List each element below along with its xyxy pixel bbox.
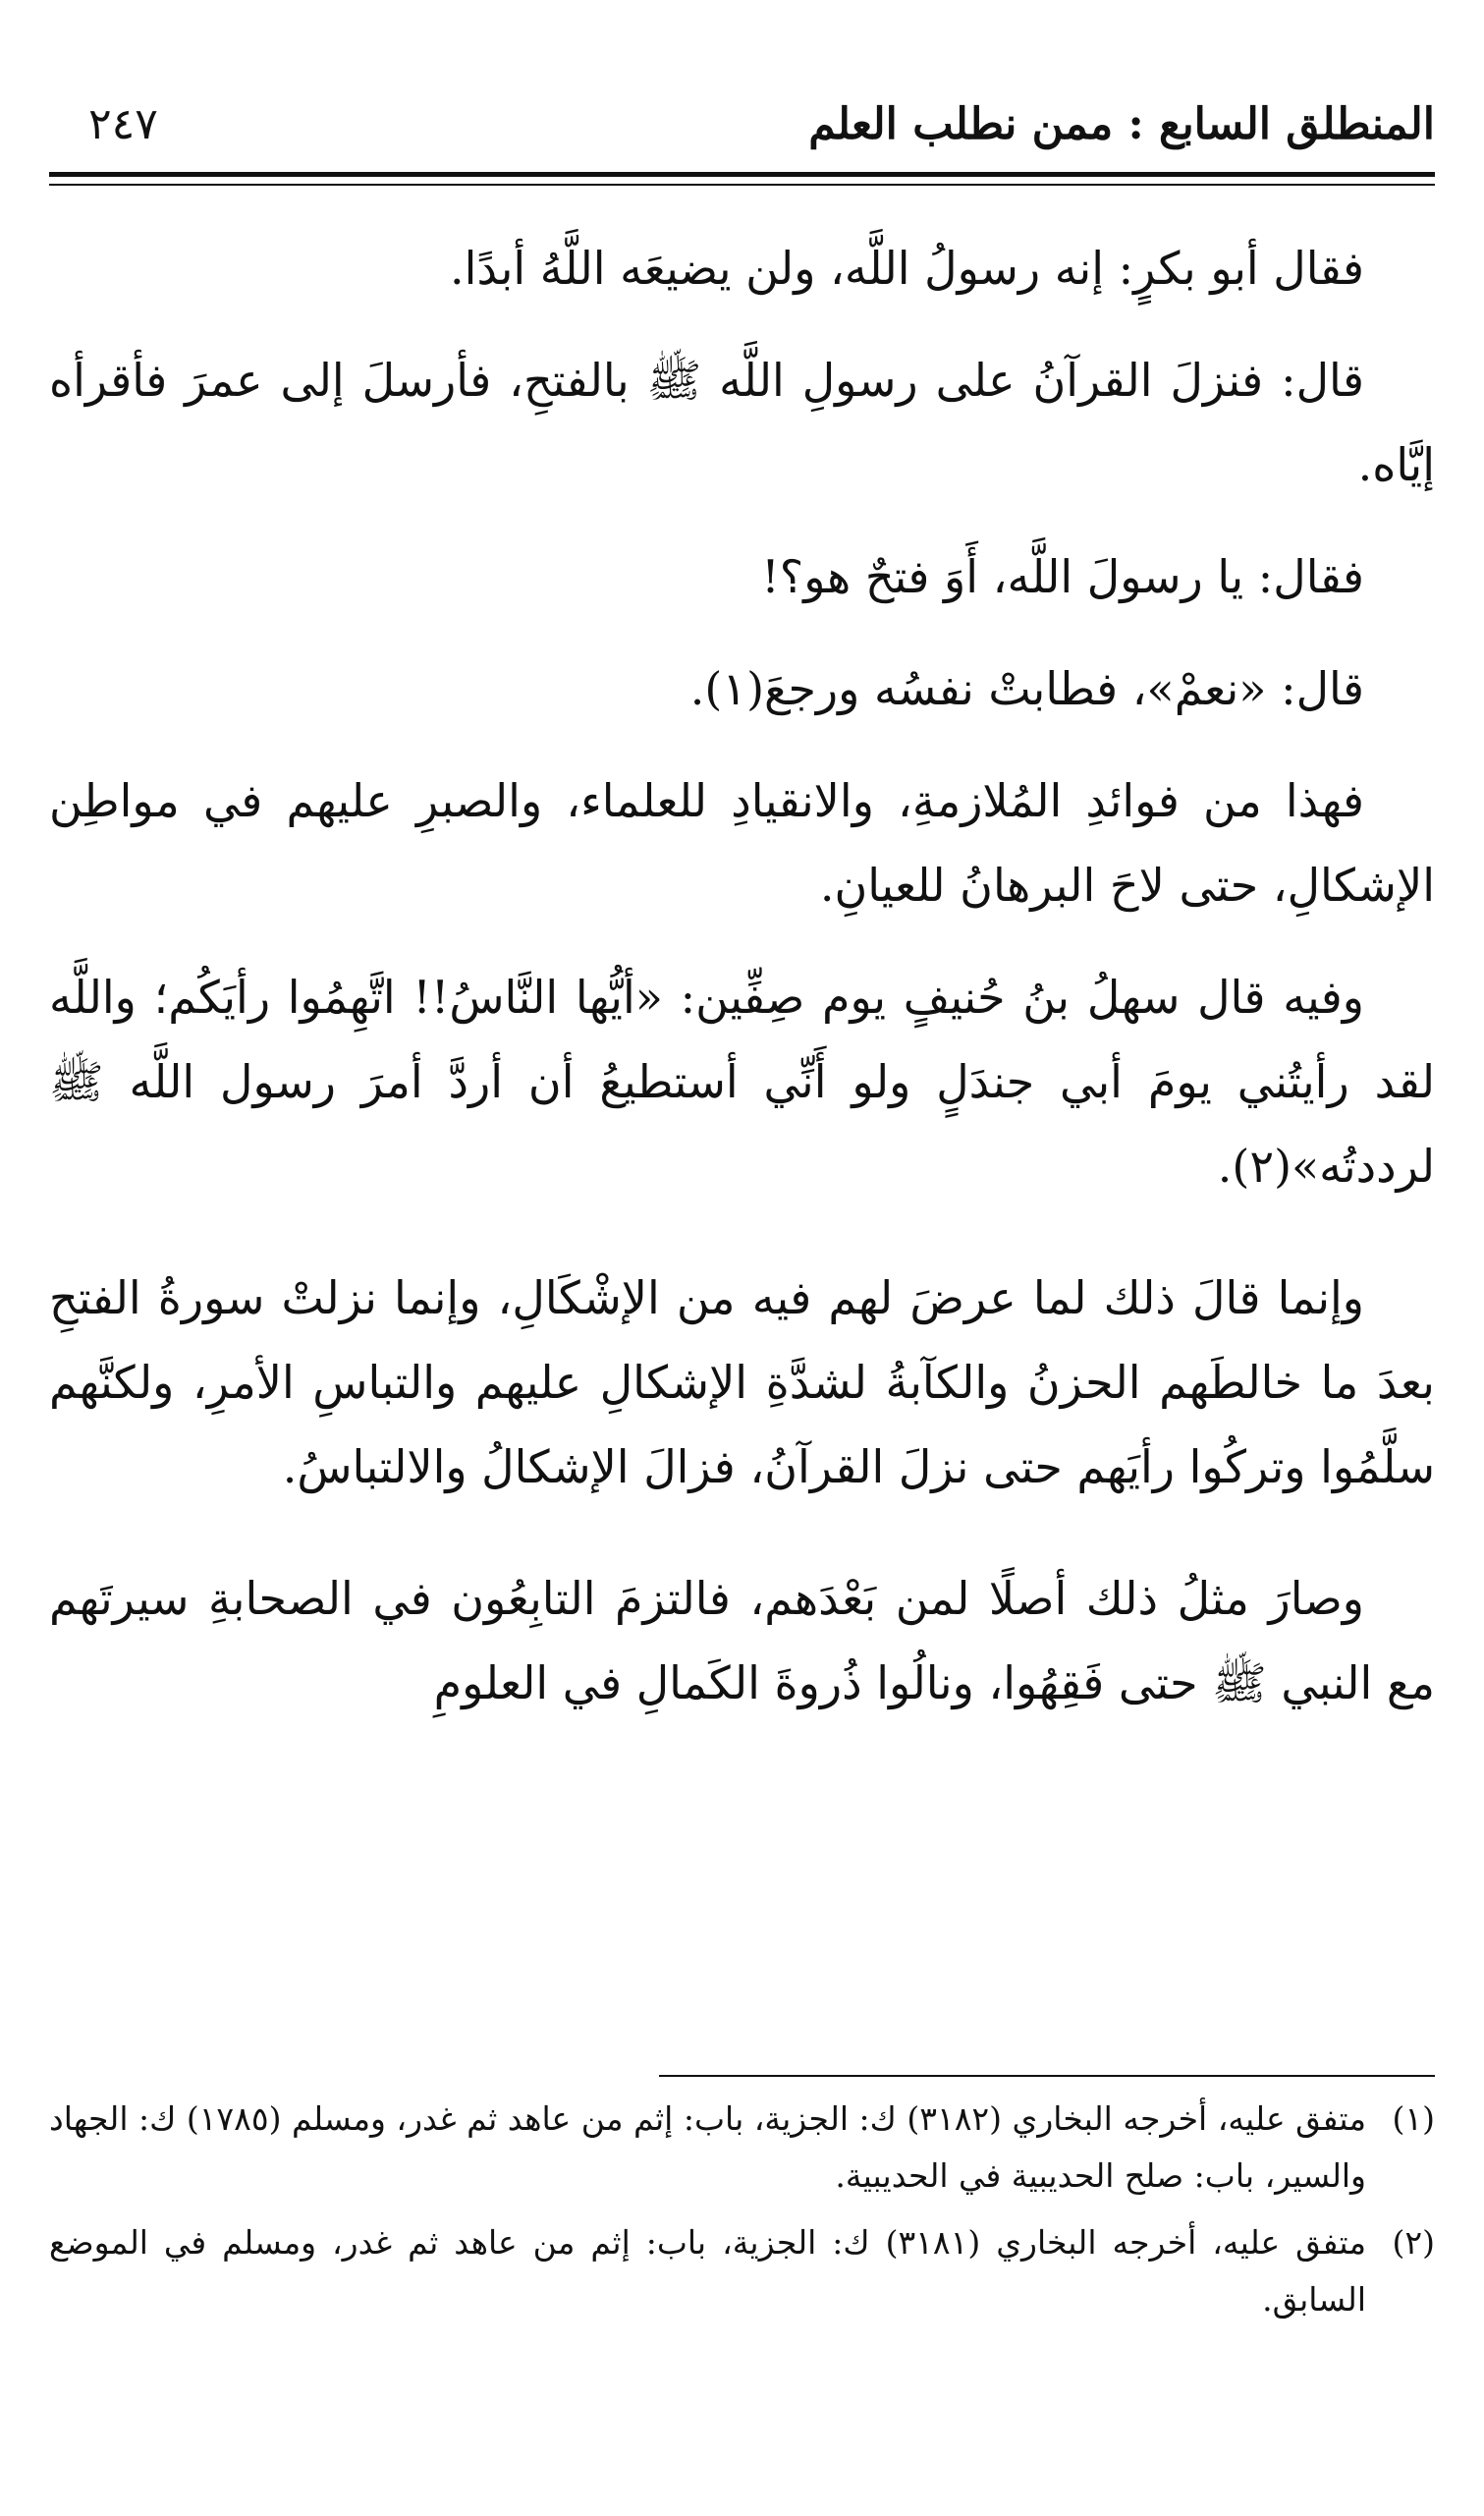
page-header (49, 90, 1435, 159)
footnote-text: متفق عليه، أخرجه البخاري (٣١٨٢) ك: الجزية، باب: إثم من عاهد ثم غدر، ومسلم (١٧٨٥) ك: الجهاد والسير، باب: صلح الحديبية في الحديبية. (49, 2099, 1366, 2195)
page-number: ٢٤٧ (88, 99, 158, 149)
header-rule-thick (49, 172, 1435, 177)
footnote-number: (٢) (1392, 2223, 1435, 2262)
footnote-text: متفق عليه، أخرجه البخاري (٣١٨١) ك: الجزية، باب: إثم من عاهد ثم غدر، ومسلم في الموضع السابق. (49, 2223, 1366, 2319)
paragraph-4: قال: «نعمْ»، فطابتْ نفسُه ورجعَ(١). (689, 662, 1364, 715)
paragraph-1: فقال أبو بكرٍ: إنه رسولُ اللَّه، ولن يضيعَه اللَّهُ أبدًا. (450, 242, 1364, 295)
paragraph-8: وصارَ مثلُ ذلك أصلًا لمن بَعْدَهم، فالتزمَ التابِعُون في الصحابةِ سيرتَهم مع النبي ﷺ حتى فَقِهُوا، ونالُوا ذُروةَ الكَمالِ في العلومِ (49, 1572, 1435, 1709)
paragraph-5: فهذا من فوائدِ المُلازمةِ، والانقيادِ للعلماء، والصبرِ عليهم في مواطِن الإشكالِ، حتى لاحَ البرهانُ للعيانِ. (49, 774, 1435, 912)
paragraph-2: قال: فنزلَ القرآنُ على رسولِ اللَّه ﷺ بالفتحِ، فأرسلَ إلى عمرَ فأقرأه إيَّاه. (49, 354, 1435, 491)
footnote-2 (49, 2214, 1435, 2328)
footnote-1 (49, 2091, 1435, 2205)
paragraph-3: فقال: يا رسولَ اللَّه، أَوَ فتحٌ هو؟! (761, 550, 1364, 603)
paragraph-6: وفيه قال سهلُ بنُ حُنيفٍ يوم صِفِّين: «أيُّها النَّاسُ!! اتَّهِمُوا رأيَكُم؛ واللَّه لقد رأيتُني يومَ أبي جندَلٍ ولو أَنِّي أستطيعُ أن أردَّ أمرَ رسول اللَّه ﷺ لرددتُه»(٢). (49, 971, 1435, 1193)
paragraph-7: وإنما قالَ ذلك لما عرضَ لهم فيه من الإشْكَالِ، وإنما نزلتْ سورةُ الفتحِ بعدَ ما خالطَهم الحزنُ والكآبةُ لشدَّةِ الإشكالِ عليهم والتباسِ الأمرِ، ولكنَّهم سلَّمُوا وتركُوا رأيَهم حتى نزلَ القرآنُ، فزالَ الإشكالُ والالتباسُ. (49, 1271, 1435, 1493)
running-head: المنطلق السابع : ممن نطلب العلم (808, 99, 1435, 149)
footnote-number: (١) (1392, 2099, 1435, 2138)
body-text (49, 226, 1435, 1753)
footnotes (49, 2091, 1435, 2338)
footnote-rule (659, 2075, 1435, 2077)
header-rule-thin (49, 184, 1435, 186)
